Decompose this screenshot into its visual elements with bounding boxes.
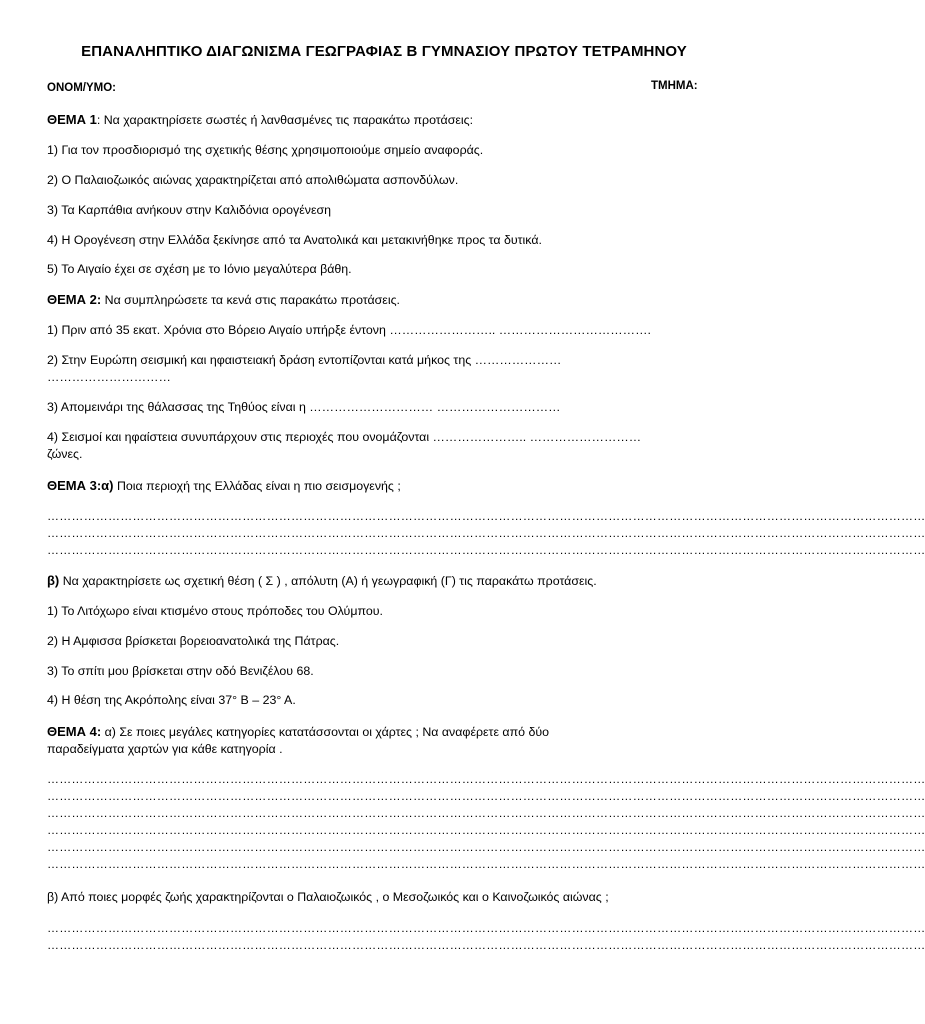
answer-line: ……………………………………………………………………………………………………………………………………………………………………………………………… xyxy=(47,806,925,820)
theme1-label: ΘΕΜΑ 1 xyxy=(47,112,97,127)
theme4-label: ΘΕΜΑ 4: xyxy=(47,724,102,739)
theme2-item-2-continuation: ………………………… xyxy=(47,370,171,384)
theme2-item-4-continuation: ζώνες. xyxy=(47,447,83,461)
theme4-question-a-line1: α) Σε ποιες μεγάλες κατηγορίες κατατάσσονται οι χάρτες ; Να αναφέρετε από δύο xyxy=(101,725,550,739)
answer-line: ……………………………………………………………………………………………………………………………………………………………………………………………… xyxy=(47,921,925,935)
theme1-item-4: 4) Η Ορογένεση στην Ελλάδα ξεκίνησε από τα Ανατολικά και μετακινήθηκε προς τα δυτικά. xyxy=(47,233,542,247)
theme3-instruction-b: Να χαρακτηρίσετε ως σχετική θέση ( Σ ) , απόλυτη (Α) ή γεωγραφική (Γ) τις παρακάτω προτάσεις. xyxy=(59,574,597,588)
theme2-instruction: Να συμπληρώσετε τα κενά στις παρακάτω προτάσεις. xyxy=(101,293,400,307)
theme1-item-5: 5) Το Αιγαίο έχει σε σχέση με το Ιόνιο μεγαλύτερα βάθη. xyxy=(47,262,352,276)
theme3-item-2: 2) Η Αμφισσα βρίσκεται βορειοανατολικά της Πάτρας. xyxy=(47,634,340,648)
answer-line: ……………………………………………………………………………………………………………………………………………………………………………………………… xyxy=(47,772,925,786)
theme2-item-1: 1) Πριν από 35 εκατ. Χρόνια στο Βόρειο Αιγαίο υπήρξε έντονη …………………….. ………………………………. xyxy=(47,323,651,337)
theme2-heading xyxy=(47,291,400,309)
theme4-question-a-line2: παραδείγματα χαρτών για κάθε κατηγορία . xyxy=(47,742,283,756)
class-label: ΤΜΗΜΑ: xyxy=(651,80,698,92)
theme3-label-a: ΘΕΜΑ 3:α) xyxy=(47,478,114,493)
theme2-item-2: 2) Στην Ευρώπη σεισμική και ηφαιστειακή δράση εντοπίζονται κατά μήκος της ………………… xyxy=(47,353,562,367)
answer-line: ……………………………………………………………………………………………………………………………………………………………………………………………… xyxy=(47,823,925,837)
answer-line: ……………………………………………………………………………………………………………………………………………………………………………………………… xyxy=(47,543,925,557)
theme3-question-a xyxy=(47,477,401,495)
theme4-question-b: β) Από ποιες μορφές ζωής χαρακτηρίζονται ο Παλαιοζωικός , ο Μεσοζωικός και ο Καινοζωικός αιώνας ; xyxy=(47,890,609,904)
answer-line: ……………………………………………………………………………………………………………………………………………………………………………………………… xyxy=(47,509,925,523)
theme2-item-4: 4) Σεισμοί και ηφαίστεια συνυπάρχουν στις περιοχές που ονομάζονται ………………….. ……………………… xyxy=(47,430,642,444)
answer-line: ……………………………………………………………………………………………………………………………………………………………………………………………… xyxy=(47,789,925,803)
theme3-item-3: 3) Το σπίτι μου βρίσκεται στην οδό Βενιζέλου 68. xyxy=(47,664,314,678)
theme4-question-a xyxy=(47,723,549,741)
theme2-item-3: 3) Απομεινάρι της θάλασσας της Τηθύος είναι η ………………………… ………………………… xyxy=(47,400,561,414)
theme1-item-3: 3) Τα Καρπάθια ανήκουν στην Καλιδόνια ορογένεση xyxy=(47,203,332,217)
answer-line: ……………………………………………………………………………………………………………………………………………………………………………………………… xyxy=(47,840,925,854)
theme1-instruction: : Να χαρακτηρίσετε σωστές ή λανθασμένες τις παρακάτω προτάσεις: xyxy=(96,113,474,127)
theme1-heading xyxy=(47,111,473,129)
theme3-label-b: β) xyxy=(47,573,60,588)
student-name-label: ΟΝΟΜ/ΥΜΟ: xyxy=(47,82,116,94)
theme3-item-1: 1) Το Λιτόχωρο είναι κτισμένο στους πρόποδες του Ολύμπου. xyxy=(47,604,383,618)
theme1-item-1: 1) Για τον προσδιορισμό της σχετικής θέσης χρησιμοποιούμε σημείο αναφοράς. xyxy=(47,143,484,157)
answer-line: ……………………………………………………………………………………………………………………………………………………………………………………………… xyxy=(47,526,925,540)
theme1-item-2: 2) Ο Παλαιοζωικός αιώνας χαρακτηρίζεται από απολιθώματα ασπονδύλων. xyxy=(47,173,459,187)
exam-title: ΕΠΑΝΑΛΗΠΤΙΚΟ ΔΙΑΓΩΝΙΣΜΑ ΓΕΩΓΡΑΦΙΑΣ Β ΓΥΜΝΑΣΙΟΥ ΠΡΩΤΟΥ ΤΕΤΡΑΜΗΝΟΥ xyxy=(81,43,687,60)
answer-line: ……………………………………………………………………………………………………………………………………………………………………………………………… xyxy=(47,938,925,952)
answer-line: ……………………………………………………………………………………………………………………………………………………………………………………………… xyxy=(47,857,925,871)
theme3-question-a-text: Ποια περιοχή της Ελλάδας είναι η πιο σεισμογενής ; xyxy=(113,479,401,493)
theme3-question-b xyxy=(47,572,597,590)
theme2-label: ΘΕΜΑ 2: xyxy=(47,292,102,307)
theme3-item-4: 4) Η θέση της Ακρόπολης είναι 37° Β – 23° Α. xyxy=(47,693,296,707)
